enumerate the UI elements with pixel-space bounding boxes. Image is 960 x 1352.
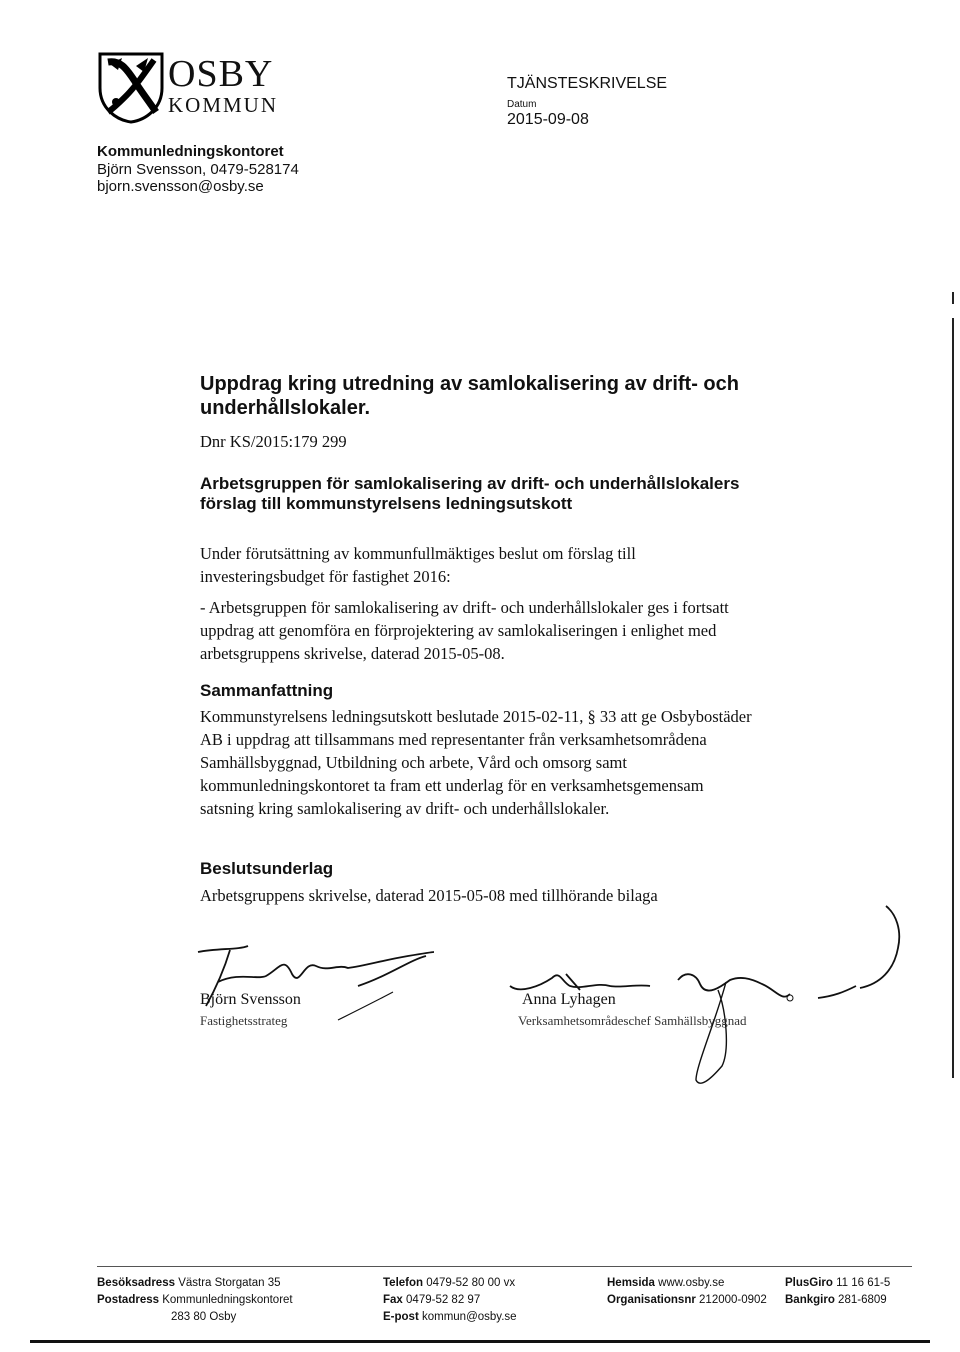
signatory-title: Fastighetsstrateg: [200, 1013, 288, 1028]
contact-name: Björn Svensson, 0479-528174: [97, 161, 299, 178]
footer-label: Telefon: [383, 1277, 424, 1289]
signatory-name: Björn Svensson: [200, 991, 301, 1008]
footer-value: Kommunledningskontoret: [162, 1294, 293, 1306]
proposal-intro: Under förutsättning av kommunfullmäktiges beslut om förslag till investeringsbudget för fastighet 2016:: [200, 544, 636, 586]
footer-label: Postadress: [97, 1294, 160, 1306]
footer-value: www.osby.se: [658, 1277, 725, 1289]
basis-heading: Beslutsunderlag: [200, 859, 334, 878]
footer-label: Besöksadress: [97, 1277, 175, 1289]
footer-divider: [97, 1266, 912, 1267]
coat-of-arms-icon: [96, 50, 166, 124]
signature-anna-lyhagen: [500, 890, 910, 1090]
footer-value: 281-6809: [838, 1294, 887, 1306]
basis-text: Arbetsgruppens skrivelse, daterad 2015-05-08 med tillhörande bilaga: [200, 886, 658, 905]
footer-value: 212000-0902: [699, 1294, 767, 1306]
registration-number: Dnr KS/2015:179 299: [200, 432, 347, 451]
footer-contact: [383, 1275, 517, 1326]
footer-web: [607, 1275, 767, 1309]
signatory-title: Verksamhetsområdeschef Samhällsbyggnad: [518, 1013, 747, 1028]
proposal-heading: Arbetsgruppen för samlokalisering av drift- och underhållslokalers förslag till kommunstyrelsens ledningsutskott: [200, 474, 740, 513]
footer-value: 0479-52 80 00 vx: [426, 1277, 516, 1289]
document-type: TJÄNSTESKRIVELSE: [507, 75, 668, 92]
footer-label: Fax: [383, 1294, 403, 1306]
summary-heading: Sammanfattning: [200, 681, 334, 700]
logo-wordmark: OSBY: [168, 53, 274, 95]
footer-value: 11 16 61-5: [836, 1277, 891, 1289]
footer-value: kommun@osby.se: [421, 1311, 517, 1323]
document-title: Uppdrag kring utredning av samlokalisering av drift- och underhållslokaler.: [200, 373, 739, 419]
margin-mark: [952, 292, 954, 304]
summary-text: Kommunstyrelsens ledningsutskott beslutade 2015-02-11, § 33 att ge Osbybostäder AB i uppdrag att tillsammans med representanter från verksamhetsområdena Samhällsbyggnad, Utbildning och arbete, Vård och omsorg samt kommunledningskontoret ta fram ett underlag för en verksamhetsgemensam satsning kring samlokalisering av drift- och underhållslokaler.: [200, 707, 752, 818]
scan-edge-line: [30, 1340, 930, 1343]
footer-label: Bankgiro: [785, 1294, 835, 1306]
signatory-name: Anna Lyhagen: [522, 991, 616, 1008]
footer-payment: [785, 1275, 890, 1309]
footer-value: Västra Storgatan 35: [178, 1277, 281, 1289]
proposal-item: - Arbetsgruppen för samlokalisering av drift- och underhållslokaler ges i fortsatt uppdrag att genomföra en förprojektering av samlokaliseringen i enlighet med arbetsgruppens skrivelse, daterad 2015-05-08.: [200, 598, 729, 663]
contact-email: bjorn.svensson@osby.se: [97, 178, 264, 195]
department: Kommunledningskontoret: [97, 143, 284, 160]
footer-value: 0479-52 82 97: [406, 1294, 481, 1306]
footer-address: [97, 1275, 293, 1309]
footer-label: Hemsida: [607, 1277, 655, 1289]
footer-city: 283 80 Osby: [171, 1311, 237, 1323]
footer-label: PlusGiro: [785, 1277, 833, 1289]
margin-line: [952, 318, 954, 1078]
date-label: Datum: [507, 99, 537, 110]
footer-label: E-post: [383, 1311, 419, 1323]
footer-label: Organisationsnr: [607, 1294, 696, 1306]
date-value: 2015-09-08: [507, 111, 589, 128]
logo-subtitle: KOMMUN: [168, 93, 279, 117]
